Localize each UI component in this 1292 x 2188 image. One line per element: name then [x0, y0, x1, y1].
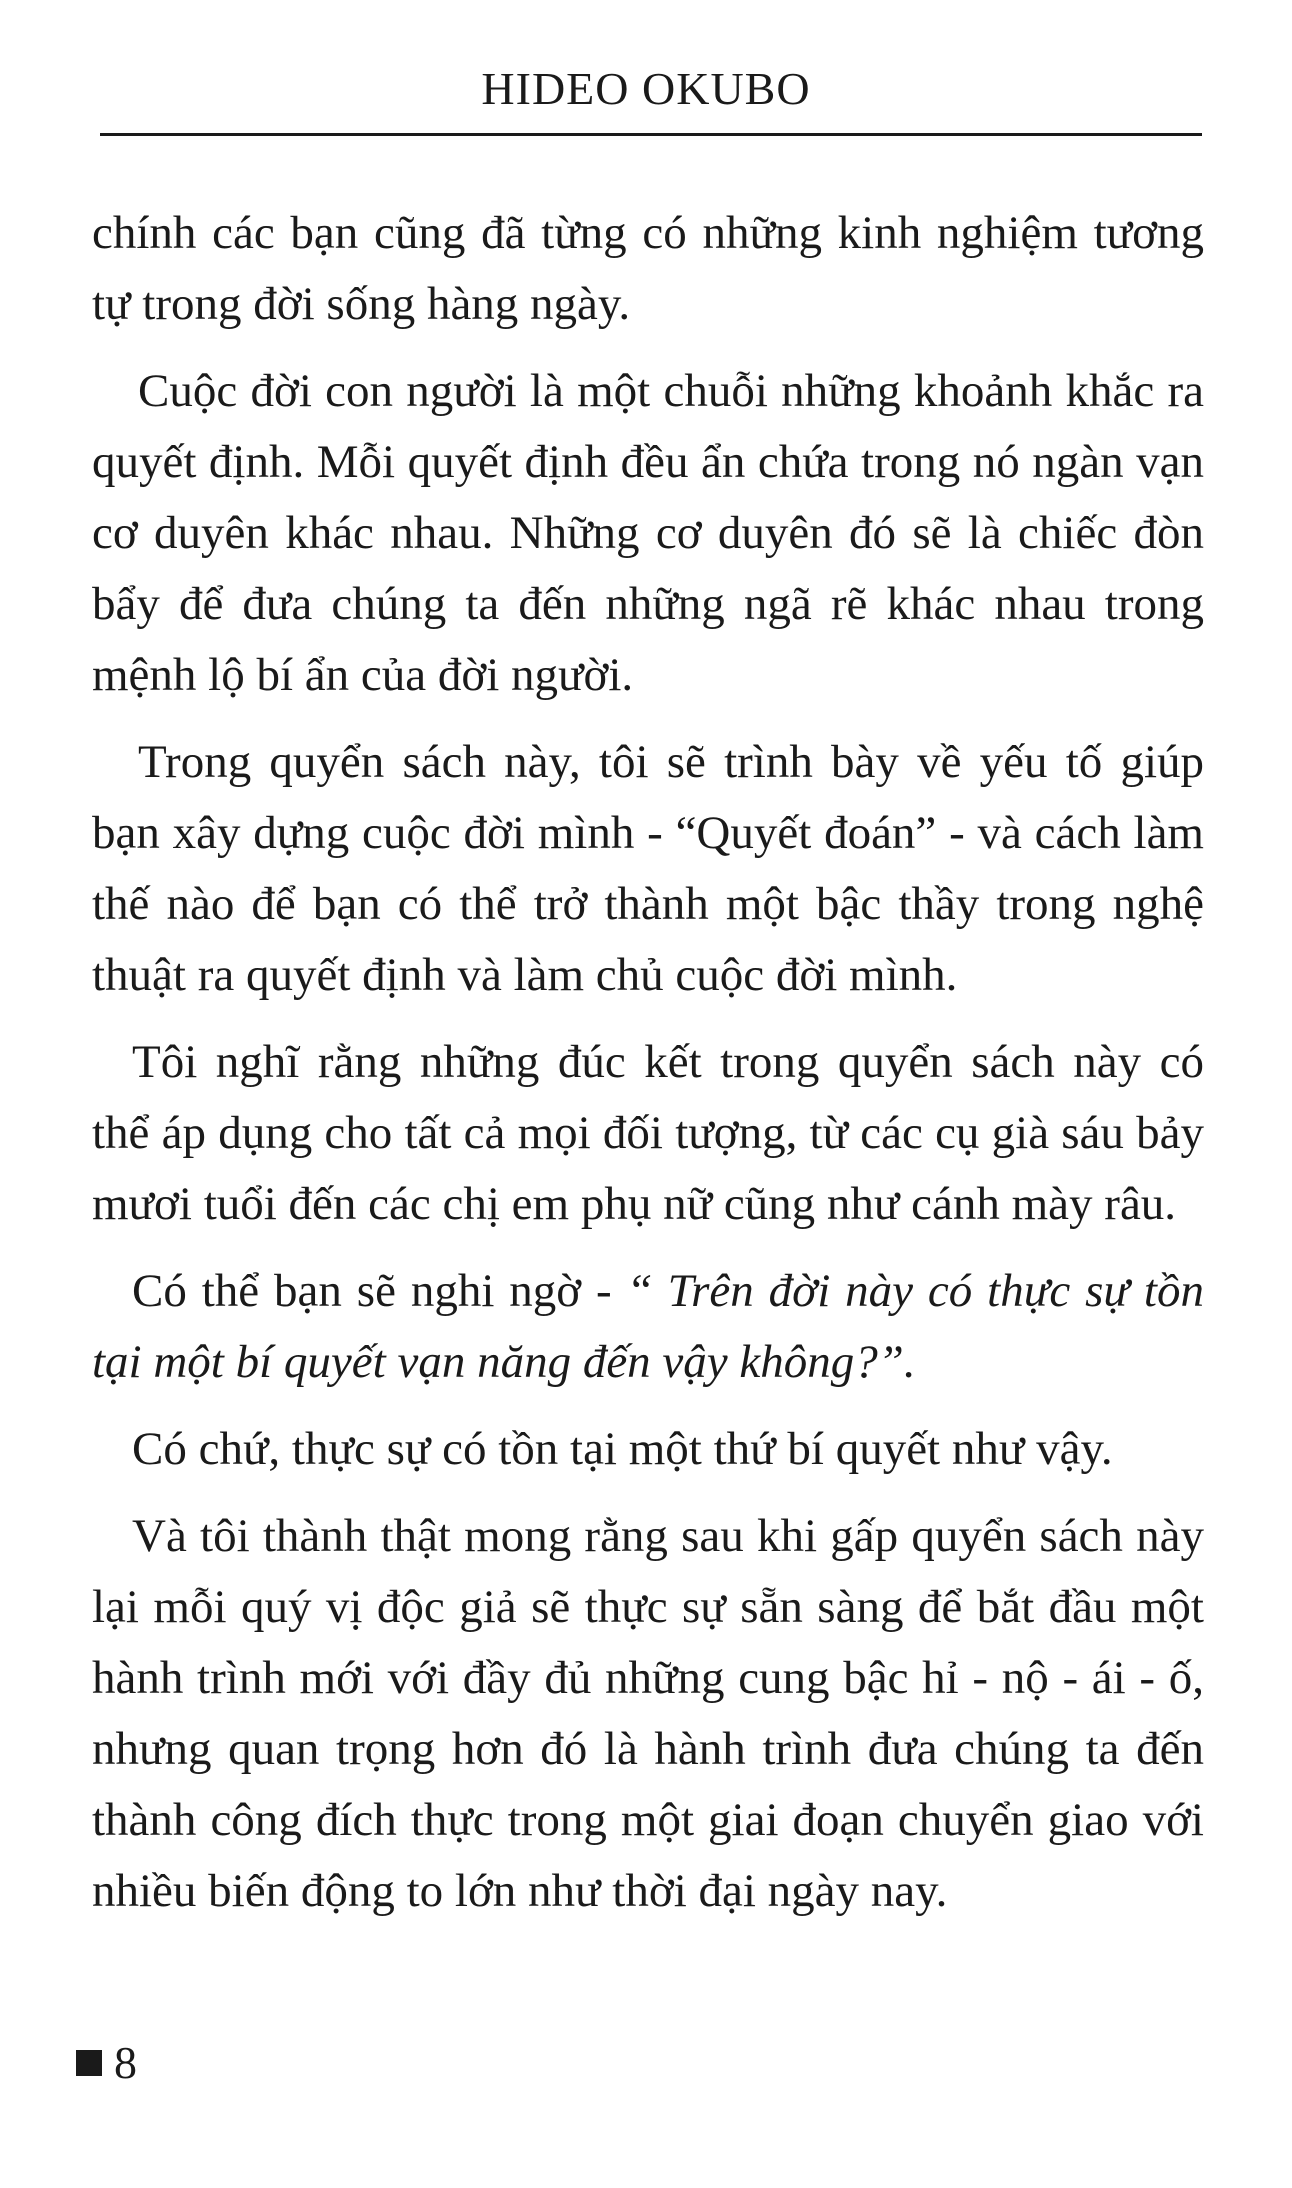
- page-number: 8: [114, 2037, 137, 2088]
- square-bullet-icon: [76, 2050, 102, 2076]
- paragraph-3: Trong quyển sách này, tôi sẽ trình bày về yếu tố giúp bạn xây dựng cuộc đời mình - “Quyết đoán” - và cách làm thế nào để bạn có thể trở thành một bậc thầy trong nghệ thuật ra quyết định và làm chủ cuộc đời mình.: [92, 736, 1204, 1001]
- paragraph-6: Có chứ, thực sự có tồn tại một thứ bí quyết như vậy.: [132, 1423, 1113, 1475]
- paragraph-7: Và tôi thành thật mong rằng sau khi gấp quyển sách này lại mỗi quý vị độc giả sẽ thực sự sẵn sàng để bắt đầu một hành trình mới với đầy đủ những cung bậc hỉ - nộ - ái - ố, nhưng quan trọng hơn đó là hành trình đưa chúng ta đến thành công đích thực trong một giai đoạn chuyển giao với nhiều biến động to lớn như thời đại ngày nay.: [92, 1510, 1204, 1917]
- paragraph-5-prefix: Có thể bạn sẽ nghi ngờ -: [132, 1265, 627, 1317]
- paragraph-1: chính các bạn cũng đã từng có những kinh nghiệm tương tự trong đời sống hàng ngày.: [92, 207, 1204, 330]
- running-header-author: HIDEO OKUBO: [481, 63, 811, 114]
- paragraph-5-quote: “ Trên đời này có thực sự tồn tại một bí quyết vạn năng đến vậy không?”.: [92, 1265, 1204, 1388]
- page-folio: [76, 2037, 137, 2088]
- body-text: [92, 198, 1204, 1943]
- header-rule: [100, 133, 1202, 136]
- paragraph-4: Tôi nghĩ rằng những đúc kết trong quyển sách này có thể áp dụng cho tất cả mọi đối tượng, từ các cụ già sáu bảy mươi tuổi đến các chị em phụ nữ cũng như cánh mày râu.: [92, 1036, 1204, 1230]
- paragraph-5: [92, 1256, 1204, 1398]
- paragraph-2: Cuộc đời con người là một chuỗi những khoảnh khắc ra quyết định. Mỗi quyết định đều ẩn chứa trong nó ngàn vạn cơ duyên khác nhau. Những cơ duyên đó sẽ là chiếc đòn bẩy để đưa chúng ta đến những ngã rẽ khác nhau trong mệnh lộ bí ẩn của đời người.: [92, 365, 1204, 701]
